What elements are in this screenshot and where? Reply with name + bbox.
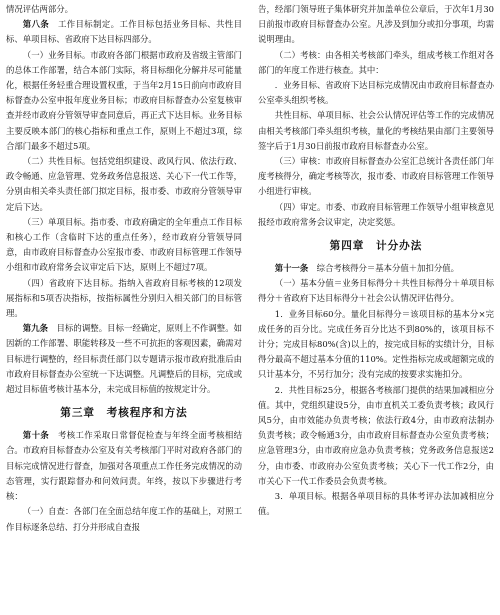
article-text: 考核工作采取日常督促检查与年终全面考核相结合。市政府目标督查办公室及有关考核部门平时对政府各部门的目标完成情况进行督查，加强对各项重点工作任务完成情况的动态管理，实行跟踪督办和问效问责。年终，按以下步骤进行考核：	[6, 430, 243, 502]
chapter-heading: 第三章 考核程序和方法	[60, 407, 188, 420]
article-10-item-1: （一）自查：各部门在全面总结年度工作的基础上，对照工作目标逐条总结、打分并形成自查报	[6, 506, 242, 532]
article-10-item-3: （三）审核：市政府目标督查办公室汇总统计各责任部门年度考核得分，确定考核等次，报市委、市政府目标管理工作领导小组进行审核。	[258, 156, 494, 197]
article-label: 第九条	[22, 323, 49, 334]
paragraph: 告，经部门领导班子集体研究并加盖单位公章后，于次年1月30日前报市政府目标督查办公室。凡涉及到加分或扣分事项，均需说明理由。	[258, 4, 494, 45]
article-8-item-1: （一）业务目标。市政府各部门根据市政府及省级主管部门的总体工作部署，结合本部门实际，将目标细化分解并尽可能量化，根据任务轻重合理设置权重，于当年2月15日前向市政府目标督查办公室申报年度业务目标；市政府目标督查办公室复核审查并经市政府分管领导审查同意后，再正式下达目标。业务目标主要反映本部门的核心指标和重点工作，原则上不超过3项，综合部门最多不超过5项。	[6, 49, 242, 151]
article-11	[258, 261, 494, 276]
article-10	[6, 428, 242, 504]
right-column	[258, 2, 494, 520]
article-11-point-2: 2．共性目标25分，根据各考核部门提供的结果加减相应分值。其中，党组织建设5分，由市直机关工委负责考核；政风行风5分，由市效能办负责考核；依法行政4分，由市政府法制办负责考核；政令畅通3分，由市政府目标督查办公室负责考核；应急管理3分，由市政府应急办负责考核；党务政务信息报送2分，由市委、市政府办公室负责考核；关心下一代工作2分，由市关心下一代工作委员会负责考核。	[258, 384, 494, 486]
article-11-point-3: 3．单项目标。根据各单项目标的具体考评办法加减相应分值。	[258, 491, 494, 517]
article-label: 第十一条	[274, 263, 309, 274]
article-8-item-2: （二）共性目标。包括党组织建设、政风行风、依法行政、政令畅通、应急管理、党务政务信息报送、关心下一代工作等，分别由相关牵头责任部门拟定目标，报市委、市政府分管领导审定后下达。	[6, 156, 242, 212]
article-label: 第八条	[22, 19, 50, 30]
article-8-item-4: （四）省政府下达目标。指纳入省政府目标考核的12项发展指标和5项否决指标，按指标属性分别归入相关部门的目标管理。	[6, 277, 242, 319]
article-10-item-2-sub-1: ．业务目标、省政府下达目标完成情况由市政府目标督查办公室牵头组织考核。	[258, 80, 494, 106]
article-11-point-1: 1．业务目标60分。量化目标得分＝该项目标的基本分×完成任务的百分比。完成任务百分比达不到80%的，该项目标不计分；完成目标80%(含)以上的，按完成目标的实绩计分，目标得分最高不超过基本分值的110%。定性指标完成或超额完成的只计基本分，不另行加分；没有完成的按要求实施扣分。	[258, 308, 494, 380]
article-11-item-1: （一）基本分值＝业务目标得分＋共性目标得分＋单项目标得分＋省政府下达目标得分＋社会公认情况评估得分。	[258, 278, 494, 304]
chapter-heading: 第四章 计分办法	[329, 240, 423, 253]
article-9	[6, 321, 242, 397]
article-10-item-2: （二）考核：由各相关考核部门牵头，组成考核工作组对各部门的年度工作进行核查。其中：	[258, 49, 494, 75]
article-text: 工作目标制定。工作目标包括业务目标、共性目标、单项目标、省政府下达目标四部分。	[6, 19, 243, 45]
article-label: 第十条	[22, 430, 50, 441]
left-column	[6, 2, 242, 535]
article-10-item-4: （四）审定。市委、市政府目标管理工作领导小组审核意见报经市政府常务会议审定，决定奖惩。	[258, 201, 494, 227]
article-text: 目标的调整。目标一经确定，原则上不作调整。如因新的工作部署、职能转移及一些不可抗拒的客观因素，确需对目标进行调整的，经目标责任部门以专题请示报市政府批准后由市政府目标督查办公室统一下达调整。凡调整后的目标，完成或超过目标值考核计基本分，未完成目标值的按规定计分。	[6, 323, 243, 395]
article-8-item-3: （三）单项目标。指市委、市政府确定的全年重点工作目标和核心工作（含临时下达的重点任务），经市政府分管领导同意，由市政府目标督查办公室报市委、市政府目标管理工作领导小组和市政府常务会议审定后下达，原则上不超过7项。	[6, 216, 242, 273]
article-10-item-2-sub-2: 共性目标、单项目标、社会公认情况评估等工作的完成情况由相关考核部门牵头组织考核，量化的考核结果由部门主要领导签字后于1月30日前报市政府目标督查办公室。	[258, 110, 494, 151]
article-text: 综合考核得分＝基本分值＋加扣分值。	[316, 263, 460, 274]
paragraph: 情况评估两部分。	[6, 4, 73, 14]
article-8	[6, 17, 242, 47]
